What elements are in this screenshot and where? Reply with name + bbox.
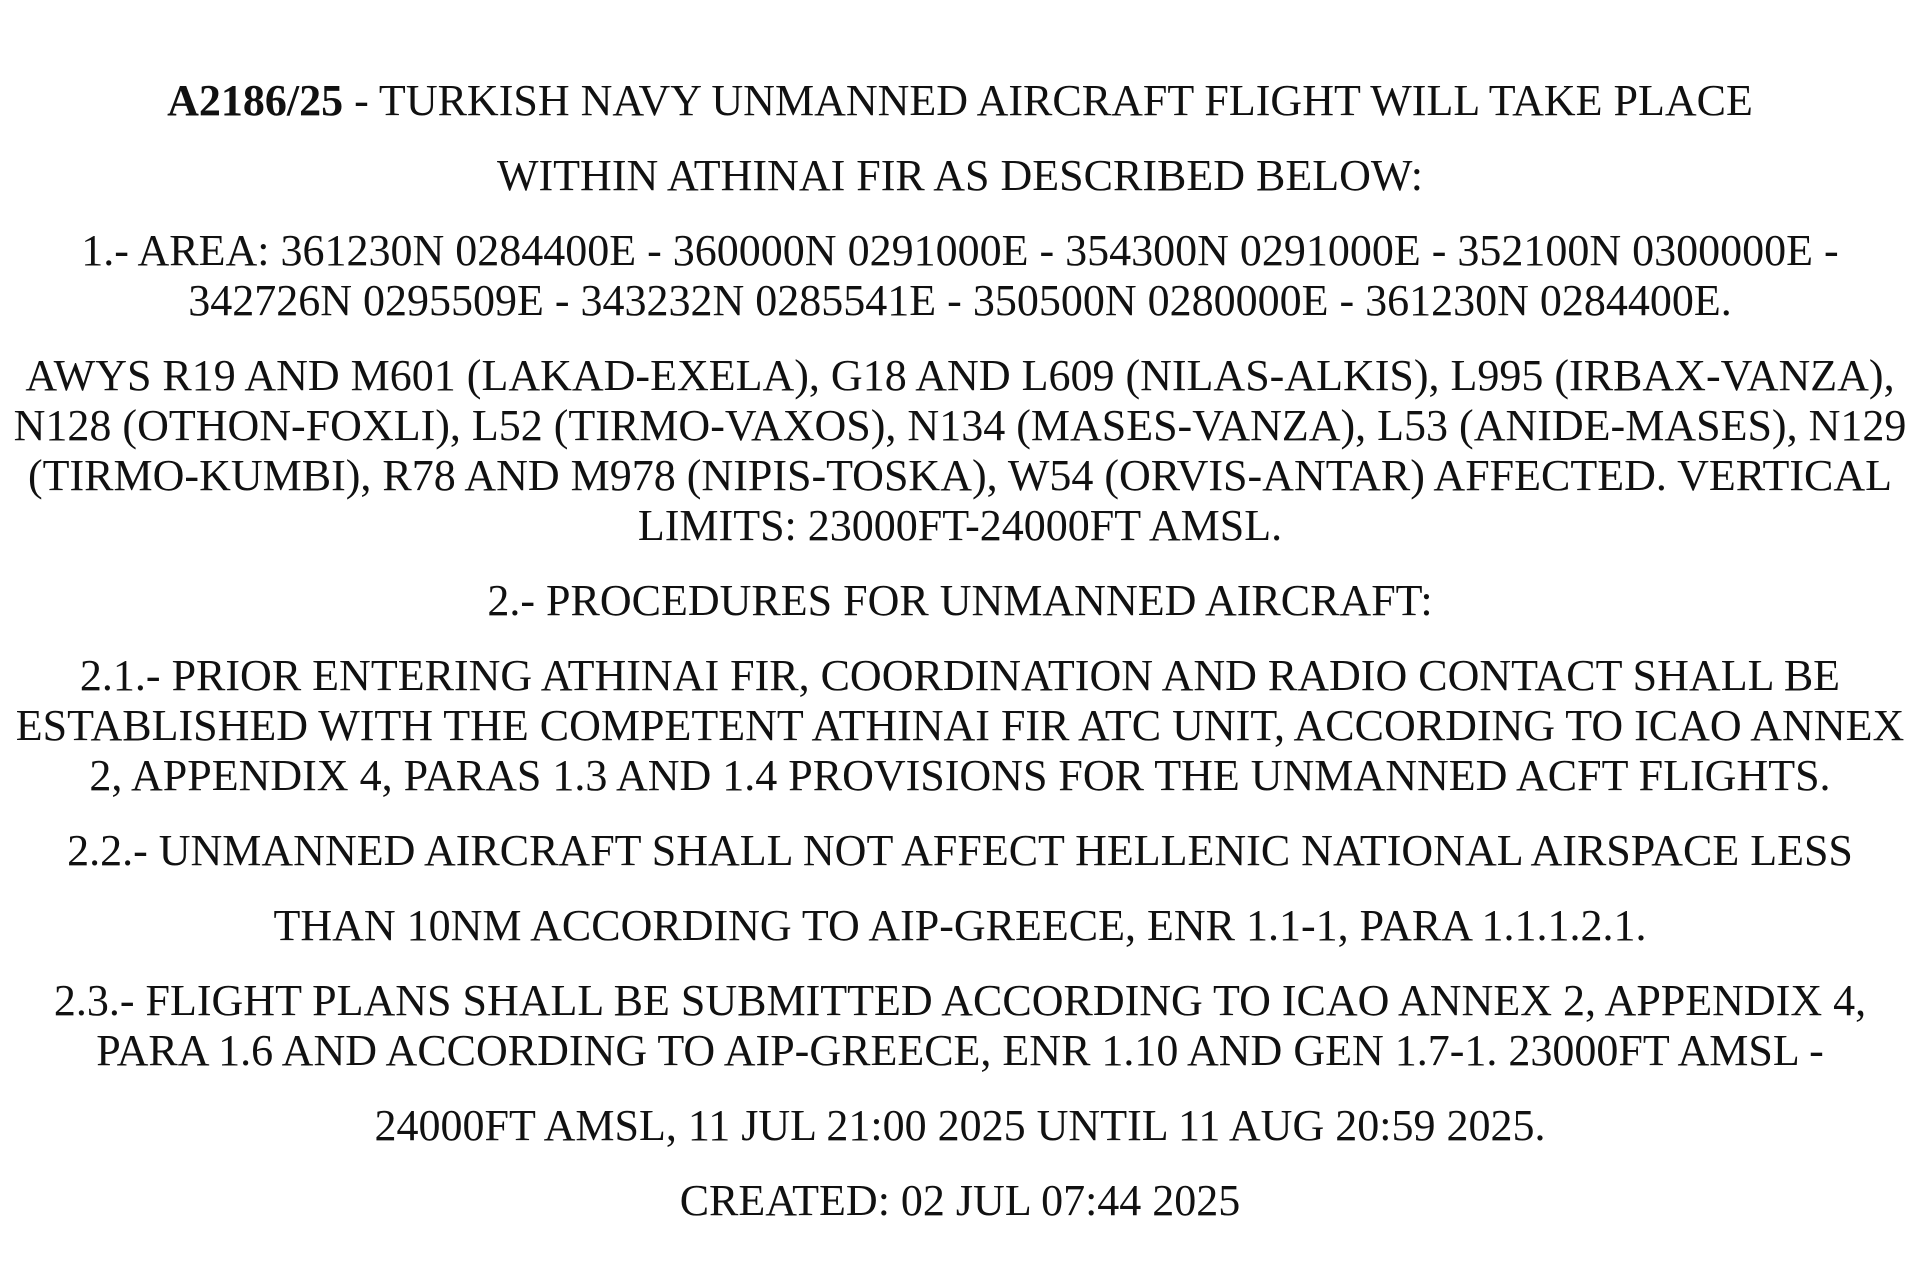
- notam-validity: 24000FT AMSL, 11 JUL 21:00 2025 UNTIL 11 AUG 20:59 2025.: [374, 1101, 1546, 1150]
- notam-procedure-2-2-line2: THAN 10NM ACCORDING TO AIP-GREECE, ENR 1.1-1, PARA 1.1.1.2.1.: [273, 901, 1647, 950]
- notam-header-text: - TURKISH NAVY UNMANNED AIRCRAFT FLIGHT WILL TAKE PLACE: [343, 76, 1753, 125]
- notam-procedure-2-3: 2.3.- FLIGHT PLANS SHALL BE SUBMITTED ACCORDING TO ICAO ANNEX 2, APPENDIX 4, PARA 1.6 AND ACCORDING TO AIP-GREECE, ENR 1.10 AND GEN 1.7-1. 23000FT AMSL -: [53, 976, 1867, 1075]
- notam-area: 1.- AREA: 361230N 0284400E - 360000N 0291000E - 354300N 0291000E - 352100N 0300000E - 342726N 0295509E - 343232N 0285541E - 350500N 0280000E - 361230N 0284400E.: [81, 226, 1839, 325]
- notam-procedure-2-1: 2.1.- PRIOR ENTERING ATHINAI FIR, COORDINATION AND RADIO CONTACT SHALL BE ESTABLISHED WITH THE COMPETENT ATHINAI FIR ATC UNIT, ACCORDING TO ICAO ANNEX 2, APPENDIX 4, PARAS 1.3 AND 1.4 PROVISIONS FOR THE UNMANNED ACFT FLIGHTS.: [15, 651, 1905, 800]
- notam-header: [10, 76, 1910, 126]
- notam-procedures-title: 2.- PROCEDURES FOR UNMANNED AIRCRAFT:: [487, 576, 1433, 625]
- notam-airways: AWYS R19 AND M601 (LAKAD-EXELA), G18 AND L609 (NILAS-ALKIS), L995 (IRBAX-VANZA), N128 (OTHON-FOXLI), L52 (TIRMO-VAXOS), N134 (MASES-VANZA), L53 (ANIDE-MASES), N129 (TIRMO-KUMBI), R78 AND M978 (NIPIS-TOSKA), W54 (ORVIS-ANTAR) AFFECTED. VERTICAL LIMITS: 23000FT-24000FT AMSL.: [13, 351, 1907, 550]
- notam-procedure-2-2-line1: 2.2.- UNMANNED AIRCRAFT SHALL NOT AFFECT HELLENIC NATIONAL AIRSPACE LESS: [67, 826, 1853, 875]
- notam-id: A2186/25: [167, 76, 344, 125]
- notam-created: CREATED: 02 JUL 07:44 2025: [679, 1176, 1241, 1225]
- notam-header-continuation: WITHIN ATHINAI FIR AS DESCRIBED BELOW:: [497, 151, 1423, 200]
